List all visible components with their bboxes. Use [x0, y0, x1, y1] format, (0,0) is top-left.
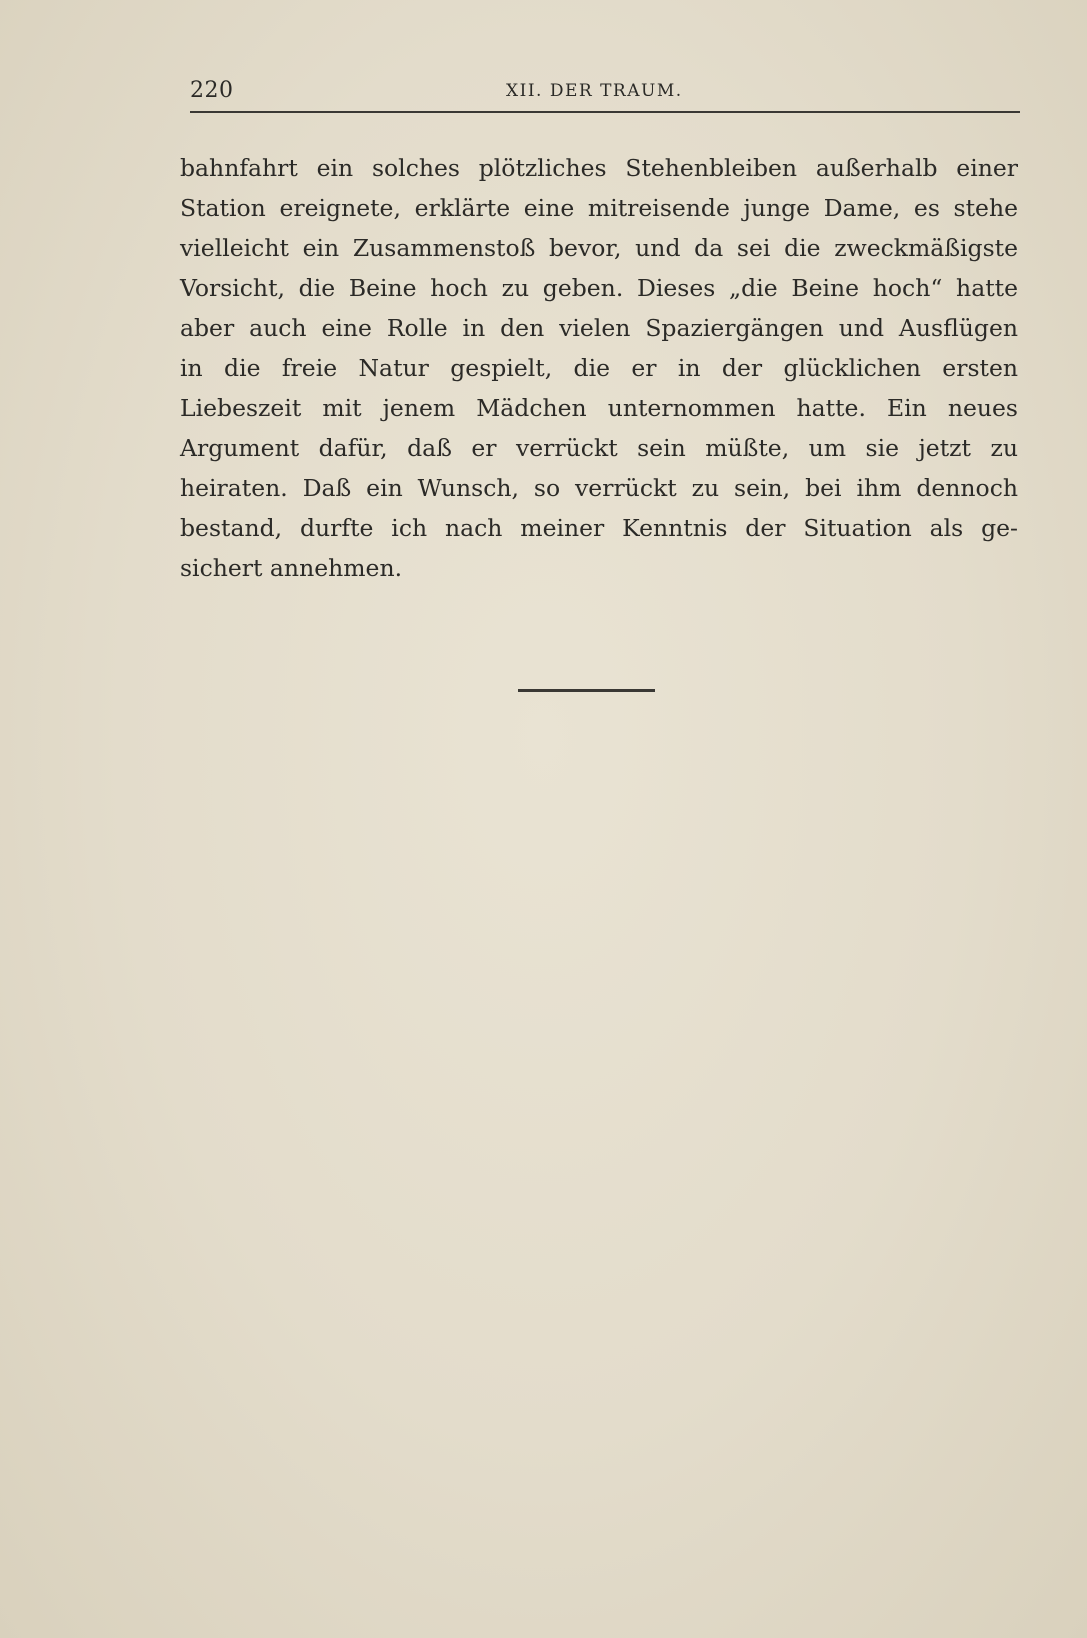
text-line: vielleicht ein Zusammenstoß bevor, und da sei die zweckmäßigste — [180, 234, 1018, 262]
text-line: in die freie Natur gespielt, die er in der glücklichen ersten — [180, 354, 1018, 382]
text-line: heiraten. Daß ein Wunsch, so verrückt zu sein, bei ihm dennoch — [180, 474, 1018, 502]
page-header — [190, 74, 1020, 108]
text-line: Liebeszeit mit jenem Mädchen unternommen hatte. Ein neues — [180, 394, 1018, 422]
text-line: bahnfahrt ein solches plötzliches Stehenbleiben außerhalb einer — [180, 154, 1018, 182]
header-rule — [190, 111, 1020, 113]
text-line: Station ereignete, erklärte eine mitreisende junge Dame, es stehe — [180, 194, 1018, 222]
page-number: 220 — [190, 78, 234, 103]
text-line: Vorsicht, die Beine hoch zu geben. Dieses „die Beine hoch“ hatte — [180, 274, 1018, 302]
section-end-rule — [518, 689, 655, 692]
body-text — [180, 148, 1018, 588]
text-line: bestand, durfte ich nach meiner Kenntnis der Situation als ge- — [180, 514, 1018, 542]
text-line: sichert annehmen. — [180, 554, 403, 582]
running-title: XII. DER TRAUM. — [506, 81, 683, 101]
text-line: aber auch eine Rolle in den vielen Spaziergängen und Ausflügen — [180, 314, 1018, 342]
text-line: Argument dafür, daß er verrückt sein müßte, um sie jetzt zu — [180, 434, 1018, 462]
